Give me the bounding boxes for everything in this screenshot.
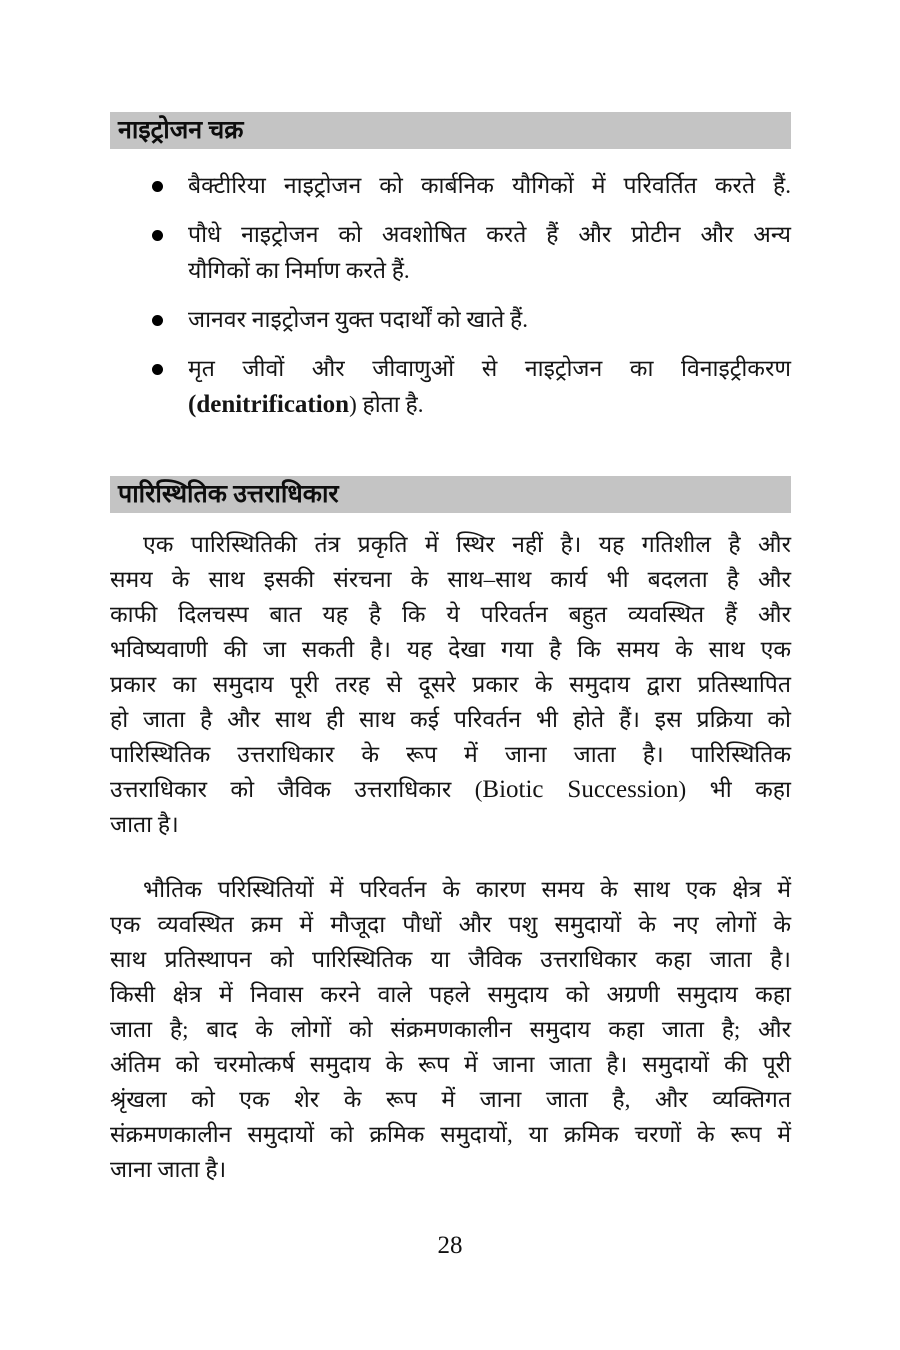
text-line xyxy=(110,772,791,807)
text-line: एक पारिस्थितिकी तंत्र प्रकृति में स्थिर नहीं है। यह गतिशील है और xyxy=(143,532,791,557)
text-line: काफी दिलचस्प बात यह है कि ये परिवर्तन बहुत व्यवस्थित हैं और xyxy=(110,602,791,627)
bullet-list xyxy=(110,168,791,423)
text-line: एक व्यवस्थित क्रम में मौजूदा पौधों और पशु समुदायों के नए लोगों के xyxy=(110,912,791,937)
text-line: भौतिक परिस्थितियों में परिवर्तन के कारण समय के साथ एक क्षेत्र में xyxy=(143,877,791,902)
text-line: जाता है। xyxy=(110,812,179,837)
text-column xyxy=(110,112,791,1187)
text-line: जानवर नाइट्रोजन युक्त पदार्थों को खाते हैं. xyxy=(188,307,529,332)
section-heading-ecological-succession xyxy=(110,476,791,513)
bullet-icon xyxy=(152,181,163,192)
section-heading-text: नाइट्रोजन चक्र xyxy=(118,117,244,144)
latin-term-denitrification: denitrification xyxy=(196,391,350,418)
bullet-text xyxy=(188,217,791,289)
latin-term-open: ( xyxy=(188,391,197,418)
page-number: 28 xyxy=(437,1232,463,1259)
text-line: प्रकार का समुदाय पूरी तरह से दूसरे प्रकार के समुदाय द्वारा प्रतिस्थापित xyxy=(110,672,791,697)
text-line: साथ प्रतिस्थापन को पारिस्थितिक या जैविक उत्तराधिकार कहा जाता है। xyxy=(110,947,791,972)
text-line: बैक्टीरिया नाइट्रोजन को कार्बनिक यौगिकों में परिवर्तित करते हैं. xyxy=(188,173,791,198)
text-line: मृत जीवों और जीवाणुओं से नाइट्रोजन का विनाइट्रीकरण xyxy=(188,356,791,381)
text-fragment: ) भी कहा xyxy=(678,777,791,802)
text-line: समय के साथ इसकी संरचना के साथ–साथ कार्य भी बदलता है और xyxy=(110,567,791,592)
latin-term-biotic-succession: Biotic Succession xyxy=(482,776,679,803)
text-fragment: ) होता है. xyxy=(349,392,424,417)
text-line: जाना जाता है। xyxy=(110,1157,227,1182)
text-line: श्रृंखला को एक शेर के रूप में जाना जाता है, और व्यक्तिगत xyxy=(110,1087,791,1112)
section-heading-nitrogen-cycle xyxy=(110,112,791,149)
paragraph-1 xyxy=(110,527,791,842)
bullet-icon xyxy=(152,230,163,241)
bullet-text xyxy=(188,302,791,338)
list-item xyxy=(110,351,791,423)
text-line xyxy=(188,387,791,423)
bullet-icon xyxy=(152,364,163,375)
section-spacer xyxy=(110,436,791,476)
list-item xyxy=(110,217,791,289)
text-line: पारिस्थितिक उत्तराधिकार के रूप में जाना जाता है। पारिस्थितिक xyxy=(110,742,791,767)
text-line: किसी क्षेत्र में निवास करने वाले पहले समुदाय को अग्रणी समुदाय कहा xyxy=(110,982,791,1007)
text-line: जाता है; बाद के लोगों को संक्रमणकालीन समुदाय कहा जाता है; और xyxy=(110,1017,791,1042)
list-item xyxy=(110,302,791,338)
text-fragment: उत्तराधिकार को जैविक उत्तराधिकार ( xyxy=(110,777,483,802)
text-line: अंतिम को चरमोत्कर्ष समुदाय के रूप में जाना जाता है। समुदायों की पूरी xyxy=(110,1052,791,1077)
bullet-icon xyxy=(152,315,163,326)
section-heading-text: पारिस्थितिक उत्तराधिकार xyxy=(118,481,339,508)
text-line: हो जाता है और साथ ही साथ कई परिवर्तन भी होते हैं। इस प्रक्रिया को xyxy=(110,707,791,732)
text-line: यौगिकों का निर्माण करते हैं. xyxy=(188,258,410,283)
text-line: पौधे नाइट्रोजन को अवशोषित करते हैं और प्रोटीन और अन्य xyxy=(188,222,791,247)
text-line: संक्रमणकालीन समुदायों को क्रमिक समुदायों, या क्रमिक चरणों के रूप में xyxy=(110,1122,791,1147)
bullet-text xyxy=(188,351,791,423)
text-line: भविष्यवाणी की जा सकती है। यह देखा गया है कि समय के साथ एक xyxy=(110,637,791,662)
list-item xyxy=(110,168,791,204)
paragraph-2 xyxy=(110,872,791,1187)
bullet-text xyxy=(188,168,791,204)
